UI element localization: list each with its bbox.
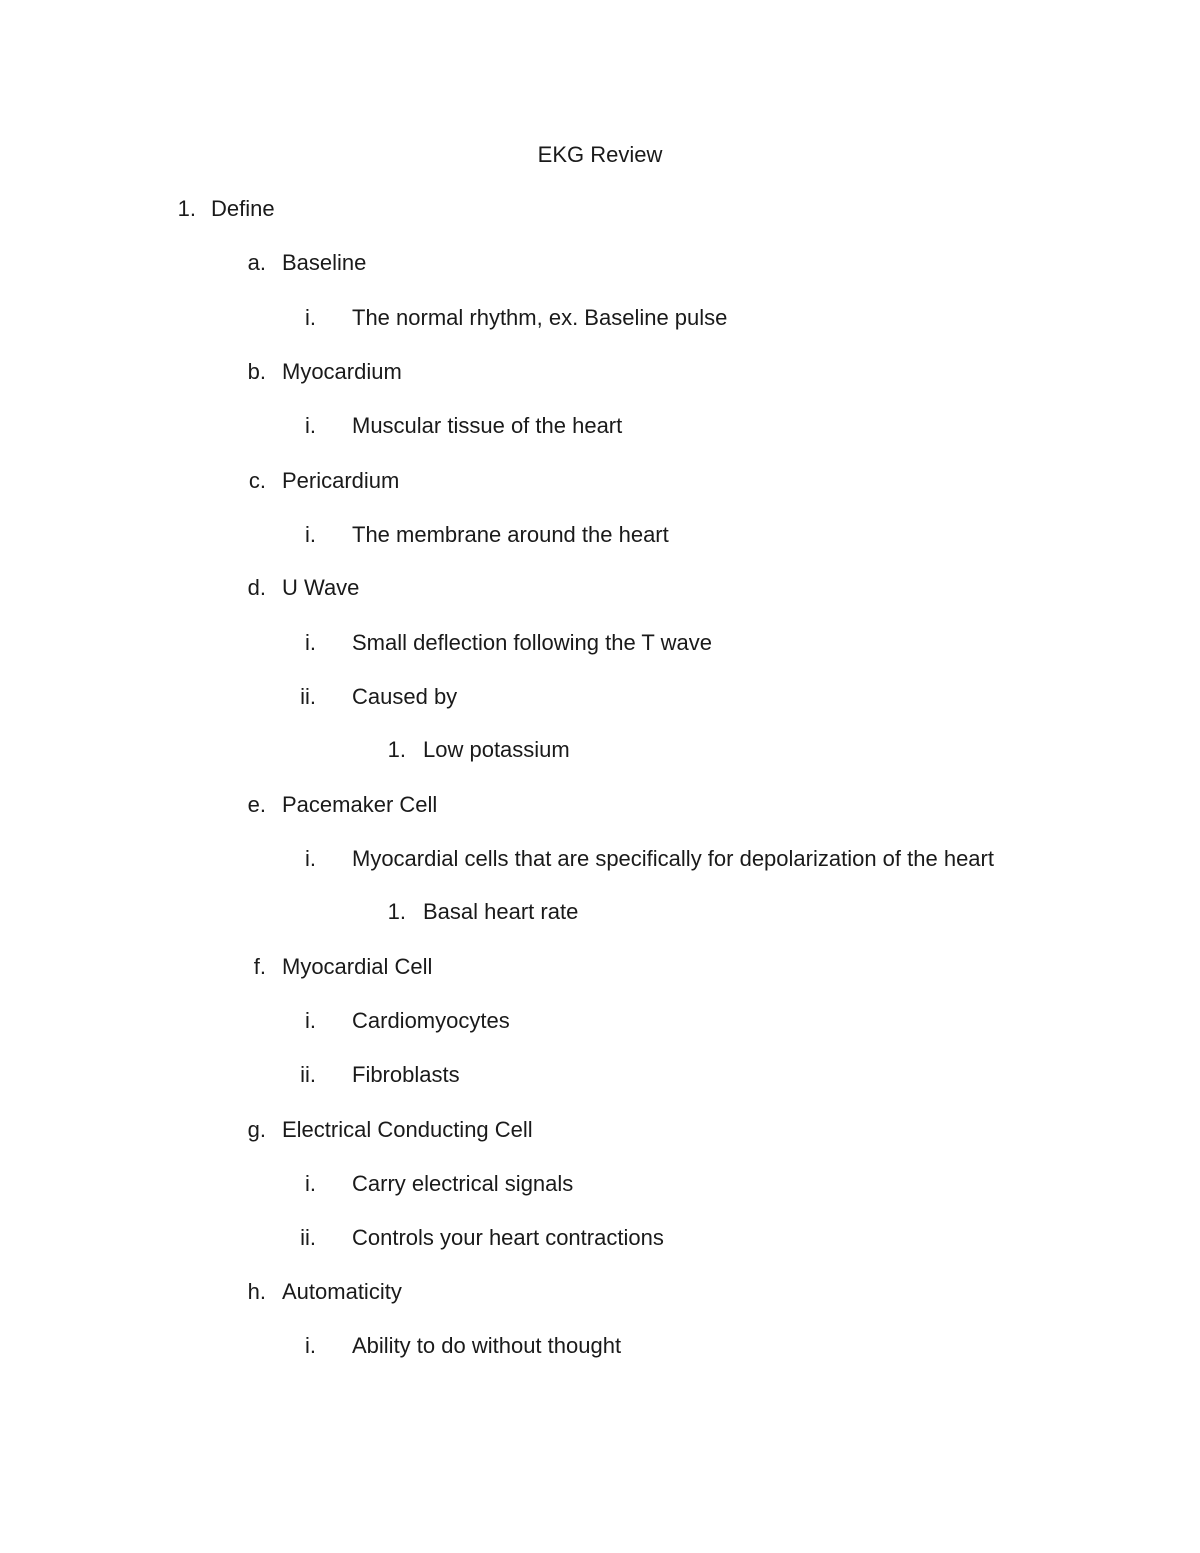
list-marker: h. xyxy=(247,1279,266,1304)
list-marker: d. xyxy=(247,575,266,600)
list-item-text: Baseline xyxy=(282,250,367,275)
list-marker: ii. xyxy=(300,684,316,709)
list-marker: i. xyxy=(305,522,316,547)
list-marker: i. xyxy=(305,1171,316,1196)
list-item-text: Myocardial Cell xyxy=(282,954,433,979)
list-item-text: Myocardial cells that are specifically for depolarization of the heart xyxy=(352,846,994,871)
list-marker: 1. xyxy=(177,196,196,221)
list-marker: 1. xyxy=(387,737,406,762)
list-marker: i. xyxy=(305,1008,316,1033)
list-marker: 1. xyxy=(387,899,406,924)
list-item-text: Define xyxy=(211,196,275,221)
list-marker: e. xyxy=(247,792,266,817)
list-marker: i. xyxy=(305,305,316,330)
list-item-text: Low potassium xyxy=(423,737,570,762)
list-marker: i. xyxy=(305,413,316,438)
list-item-text: Ability to do without thought xyxy=(352,1333,622,1358)
list-item-text: Pericardium xyxy=(282,468,400,493)
list-item-text: Muscular tissue of the heart xyxy=(352,413,623,438)
list-item-text: Fibroblasts xyxy=(352,1062,460,1087)
list-item-text: Basal heart rate xyxy=(423,899,579,924)
list-marker: b. xyxy=(247,359,266,384)
list-item-text: Automaticity xyxy=(282,1279,402,1304)
list-item-text: The membrane around the heart xyxy=(352,522,669,547)
list-item-text: Controls your heart contractions xyxy=(352,1225,664,1250)
list-item-text: Pacemaker Cell xyxy=(282,792,438,817)
list-marker: a. xyxy=(247,250,266,275)
list-marker: f. xyxy=(253,954,266,979)
list-item-text: Electrical Conducting Cell xyxy=(282,1117,533,1142)
list-item-text: Caused by xyxy=(352,684,458,709)
list-marker: i. xyxy=(305,846,316,871)
list-item-text: Carry electrical signals xyxy=(352,1171,574,1196)
list-item-text: U Wave xyxy=(282,575,360,600)
list-marker: ii. xyxy=(300,1225,316,1250)
list-item-text: The normal rhythm, ex. Baseline pulse xyxy=(352,305,728,330)
list-item-text: Cardiomyocytes xyxy=(352,1008,510,1033)
list-marker: i. xyxy=(305,1333,316,1358)
list-marker: g. xyxy=(247,1117,266,1142)
list-marker: c. xyxy=(248,468,266,493)
document-title: EKG Review xyxy=(537,142,663,167)
list-item-text: Small deflection following the T wave xyxy=(352,630,712,655)
list-marker: ii. xyxy=(300,1062,316,1087)
list-marker: i. xyxy=(305,630,316,655)
list-item-text: Myocardium xyxy=(282,359,402,384)
